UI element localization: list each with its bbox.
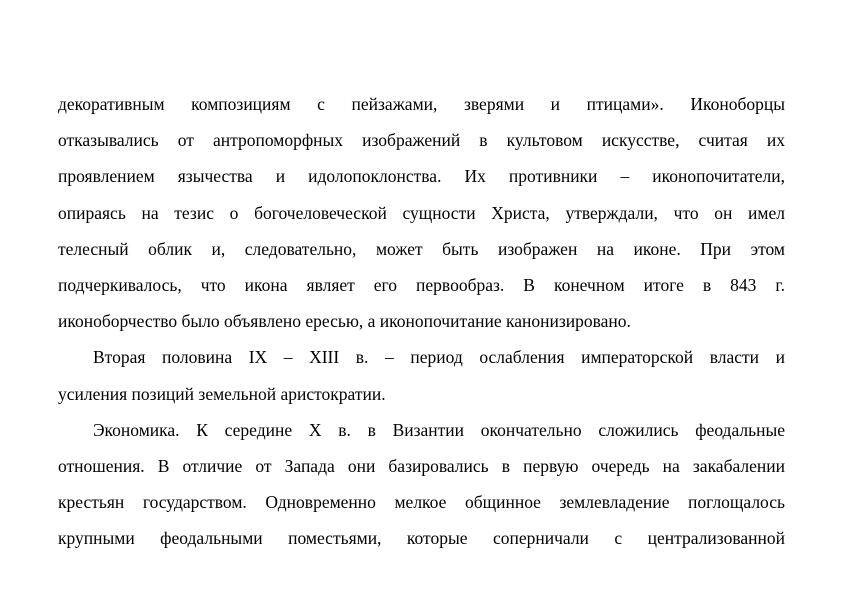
paragraph-first-line: Экономика. К середине X в. в Византии окончательно сложились феодальные — [93, 419, 785, 440]
text-line: опираясь на тезис о богочеловеческой сущности Христа, утверждали, что он имел — [58, 202, 785, 223]
text-line: телесный облик и, следовательно, может быть изображен на иконе. При этом — [58, 238, 785, 259]
text-line: усиления позиций земельной аристократии. — [58, 383, 386, 404]
text-line: декоративным композициям с пейзажами, зверями и птицами». Иконоборцы — [58, 94, 785, 114]
text-line: иконоборчество было объявлено ересью, а иконопочитание канонизировано. — [58, 311, 631, 332]
text-line: подчеркивалось, что икона являет его первообраз. В конечном итоге в 843 г. — [58, 274, 785, 295]
text-line: отношения. В отличие от Запада они базировались в первую очередь на закабалении — [58, 455, 785, 476]
text-line: отказывались от антропоморфных изображений в культовом искусстве, считая их — [58, 130, 785, 151]
text-line: крестьян государством. Одновременно мелкое общинное землевладение поглощалось — [58, 492, 785, 513]
text-line: крупными феодальными поместьями, которые соперничали с централизованной — [58, 528, 785, 549]
text-line: проявлением язычества и идолопоклонства. Их противники – иконопочитатели, — [58, 166, 785, 187]
paragraph-first-line: Вторая половина IX – XIII в. – период ослабления императорской власти и — [93, 347, 785, 368]
body-text — [58, 86, 785, 556]
